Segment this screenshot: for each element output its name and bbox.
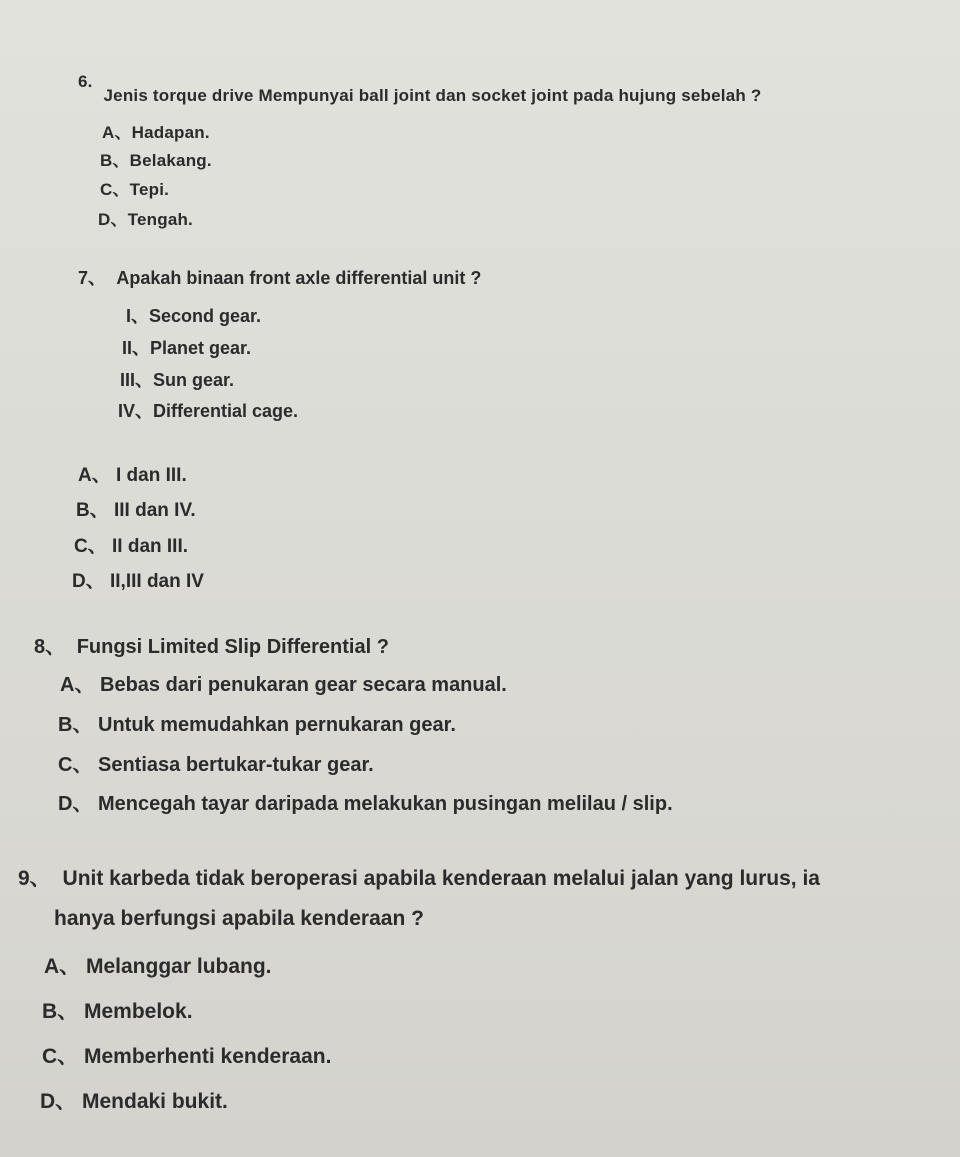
q6-option-c: C、Tepi. (100, 180, 170, 199)
question-7-number: 7、 (78, 268, 107, 288)
q8-option-d: D、 Mencegah tayar daripada melakukan pusingan melilau / slip. (58, 793, 673, 815)
q9-option-b: B、 Membelok. (42, 1000, 193, 1023)
question-6 (78, 72, 762, 105)
q6-option-a: A、Hadapan. (102, 123, 210, 142)
q8-option-c: C、 Sentiasa bertukar-tukar gear. (58, 754, 374, 776)
question-9-number: 9、 (18, 867, 51, 890)
q7-item-1: I、Second gear. (126, 306, 262, 326)
q6-option-d: D、Tengah. (98, 210, 193, 229)
q7-item-4: IV、Differential cage. (118, 401, 299, 421)
q9-option-c: C、 Memberhenti kenderaan. (42, 1045, 332, 1068)
q7-option-b: B、 III dan IV. (76, 500, 196, 521)
question-7 (78, 264, 481, 290)
question-6-text: Jenis torque drive Mempunyai ball joint dan socket joint pada hujung sebelah ? (103, 86, 762, 105)
question-8-number: 8、 (34, 636, 66, 658)
q7-item-3: III、Sun gear. (120, 370, 235, 390)
question-6-number: 6. (78, 72, 93, 91)
question-8 (34, 630, 389, 659)
q7-option-c: C、 II dan III. (74, 536, 189, 557)
question-9-text-line2: hanya berfungsi apabila kenderaan ? (54, 907, 424, 930)
question-8-text: Fungsi Limited Slip Differential ? (76, 636, 389, 658)
question-9-text-line1: Unit karbeda tidak beroperasi apabila kenderaan melalui jalan yang lurus, ia (62, 867, 820, 890)
q8-option-a: A、 Bebas dari penukaran gear secara manual. (60, 674, 507, 696)
q7-option-d: D、 II,III dan IV (72, 571, 204, 592)
q6-option-b: B、Belakang. (100, 151, 212, 170)
q7-option-a: A、 I dan III. (78, 465, 187, 486)
question-7-text: Apakah binaan front axle differential unit ? (116, 268, 482, 288)
question-9 (18, 862, 820, 892)
q7-item-2: II、Planet gear. (122, 338, 252, 358)
q8-option-b: B、 Untuk memudahkan pernukaran gear. (58, 714, 456, 736)
q9-option-a: A、 Melanggar lubang. (44, 955, 272, 978)
q9-option-d: D、 Mendaki bukit. (40, 1090, 228, 1113)
